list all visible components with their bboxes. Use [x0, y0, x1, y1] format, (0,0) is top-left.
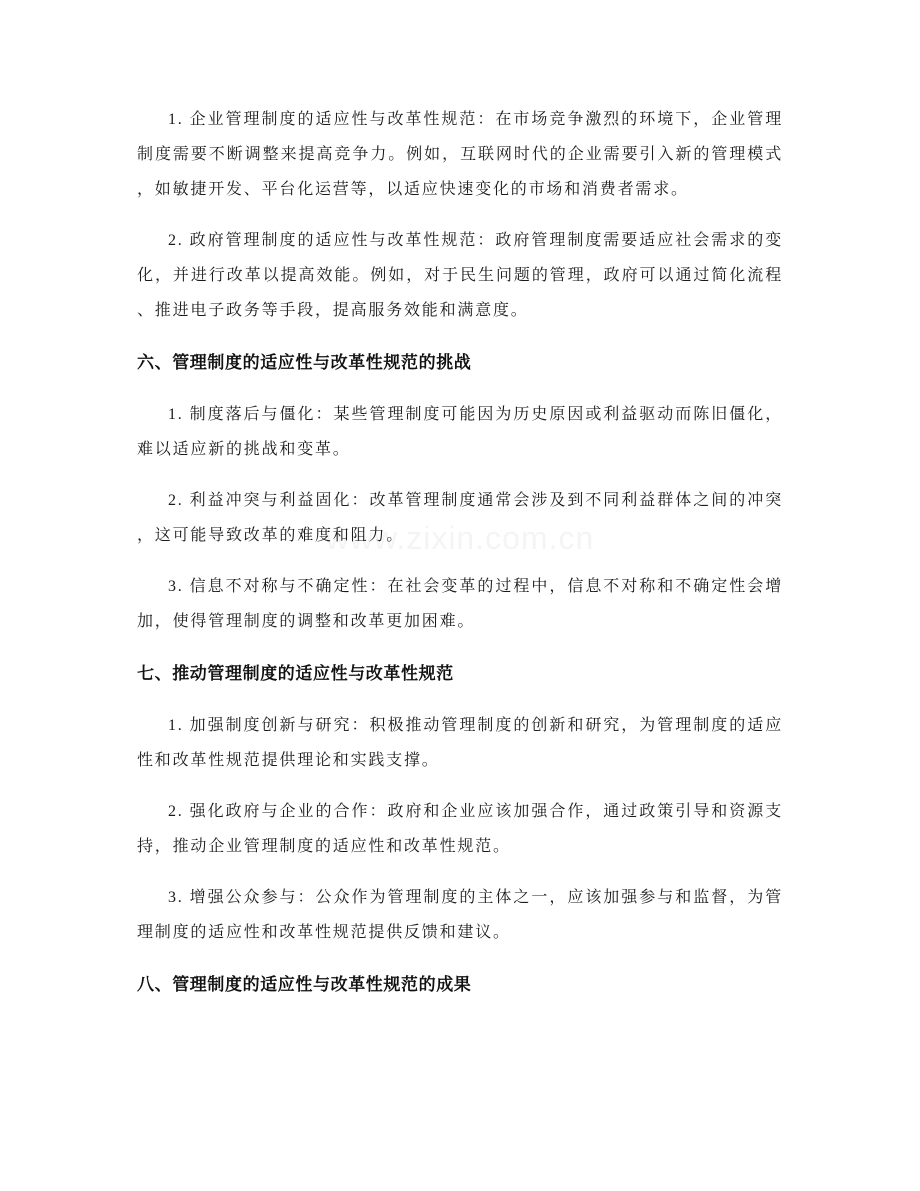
item-line: 加，使得管理制度的调整和改革更加困难。 [137, 613, 476, 630]
document-body [137, 102, 783, 1019]
item-line: ，这可能导致改革的难度和阻力。 [137, 527, 405, 544]
section-6-item-1 [137, 397, 783, 467]
section-6-item-2 [137, 483, 783, 553]
item-line: 3. 信息不对称与不确定性：在社会变革的过程中，信息不对称和不确定性会增 [168, 578, 783, 595]
item-line: 化，并进行改革以提高效能。例如，对于民生问题的管理，政府可以通过简化流程 [137, 267, 783, 284]
item-line: ，如敏捷开发、平台化运营等，以适应快速变化的市场和消费者需求。 [137, 181, 689, 198]
item-line: 2. 利益冲突与利益固化：改革管理制度通常会涉及到不同利益群体之间的冲突 [168, 492, 783, 509]
item-line: 1. 加强制度创新与研究：积极推动管理制度的创新和研究，为管理制度的适应 [168, 717, 783, 734]
section-7-item-3 [137, 880, 783, 950]
item-line: 2. 强化政府与企业的合作：政府和企业应该加强合作，通过政策引导和资源支 [168, 803, 783, 820]
intro-item-2 [137, 223, 783, 328]
item-line: 2. 政府管理制度的适应性与改革性规范：政府管理制度需要适应社会需求的变 [168, 232, 783, 249]
item-line: 制度需要不断调整来提高竞争力。例如，互联网时代的企业需要引入新的管理模式 [137, 146, 783, 163]
item-line: 1. 制度落后与僵化：某些管理制度可能因为历史原因或利益驱动而陈旧僵化， [168, 406, 783, 423]
item-line: 难以适应新的挑战和变革。 [137, 441, 351, 458]
item-line: 、推进电子政务等手段，提高服务效能和满意度。 [137, 302, 529, 319]
section-7-item-2 [137, 794, 783, 864]
section-7-item-1 [137, 708, 783, 778]
item-line: 3. 增强公众参与：公众作为管理制度的主体之一，应该加强参与和监督，为管 [168, 889, 783, 906]
section-6-item-3 [137, 569, 783, 639]
item-line: 1. 企业管理制度的适应性与改革性规范：在市场竞争激烈的环境下，企业管理 [168, 111, 783, 128]
item-line: 持，推动企业管理制度的适应性和改革性规范。 [137, 838, 511, 855]
intro-item-1 [137, 102, 783, 207]
section-heading-6: 六、管理制度的适应性与改革性规范的挑战 [137, 353, 472, 372]
item-line: 性和改革性规范提供理论和实践支撑。 [137, 752, 440, 769]
section-heading-8: 八、管理制度的适应性与改革性规范的成果 [137, 975, 472, 994]
item-line: 理制度的适应性和改革性规范提供反馈和建议。 [137, 924, 511, 941]
section-heading-7: 七、推动管理制度的适应性与改革性规范 [137, 664, 454, 683]
